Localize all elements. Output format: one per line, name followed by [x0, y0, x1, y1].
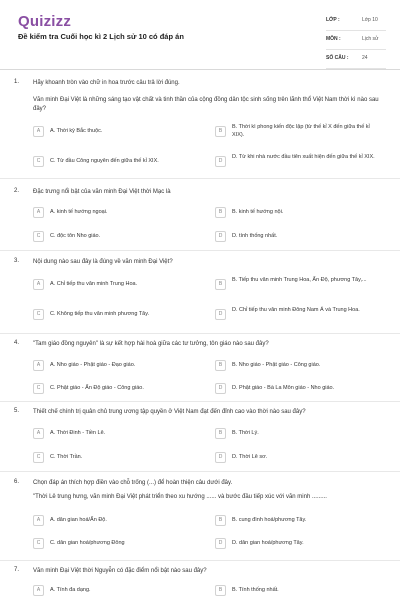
option-text: A. Thời Đinh - Tiền Lê. [50, 430, 106, 436]
option-c[interactable] [33, 151, 199, 175]
question-divider [0, 401, 400, 402]
option-b[interactable] [215, 580, 381, 604]
option-letter: B [215, 428, 226, 439]
option-text: C. Thời Trần. [50, 454, 83, 460]
option-letter: A [33, 428, 44, 439]
option-letter: D [215, 231, 226, 242]
option-text: A. kinh tế hướng ngoại. [50, 209, 108, 215]
option-text: B. Tiếp thu văn minh Trung Hoa, Ấn Độ, phương Tây,... [232, 277, 367, 283]
meta-subject-value: Lịch sử [362, 36, 379, 42]
option-letter: D [215, 452, 226, 463]
option-b[interactable] [215, 274, 381, 298]
page-header [0, 0, 400, 72]
meta-count-label: SỐ CÂU : [326, 55, 349, 61]
meta-count-row [326, 53, 386, 69]
question-text: Đặc trưng nổi bật của văn minh Đại Việt thời Mạc là [33, 189, 171, 195]
option-letter: B [215, 279, 226, 290]
option-text: C. dân gian hoá/phương Đông [50, 540, 125, 546]
option-text: B. cung đình hoá/phương Tây. [232, 517, 307, 523]
option-letter: B [215, 207, 226, 218]
option-letter: D [215, 309, 226, 320]
option-text: B. Tính thống nhất. [232, 587, 279, 593]
option-b[interactable] [215, 202, 381, 226]
option-d[interactable] [215, 304, 381, 328]
option-text: B. Nho giáo - Phật giáo - Công giáo. [232, 362, 321, 368]
option-d[interactable] [215, 226, 381, 250]
option-letter: C [33, 452, 44, 463]
question-number: 1. [14, 79, 20, 85]
option-letter: A [33, 585, 44, 596]
option-d[interactable] [215, 447, 381, 471]
option-letter: A [33, 126, 44, 137]
option-text: B. Thời Lý. [232, 430, 259, 436]
option-text: A. dân gian hoá/Ấn Độ. [50, 517, 107, 523]
option-a[interactable] [33, 580, 199, 604]
option-text: B. kinh tế hướng nội. [232, 209, 284, 215]
question-text: Nội dung nào sau đây là đúng về văn minh Đại Việt? [33, 259, 173, 265]
option-letter: A [33, 360, 44, 371]
question-number: 3. [14, 258, 20, 264]
question-text: "Tam giáo đồng nguyên" là sự kết hợp hài hoà giữa các tư tưởng, tôn giáo nào sau đây? [33, 341, 269, 347]
option-b[interactable] [215, 510, 381, 534]
option-letter: B [215, 126, 226, 137]
option-a[interactable] [33, 423, 199, 447]
option-a[interactable] [33, 510, 199, 534]
option-b[interactable] [215, 355, 381, 379]
option-c[interactable] [33, 447, 199, 471]
question-text: Thiết chế chính trị quân chủ trung ương tập quyền ở Việt Nam đạt đến đỉnh cao vào thời nào sau đây? [33, 409, 306, 415]
question-subtext: "Thời Lê trung hưng, văn minh Đại Việt phát triển theo xu hướng ...... và bước đầu tiếp xúc với văn minh ......... [33, 494, 327, 500]
option-letter: D [215, 383, 226, 394]
option-letter: C [33, 383, 44, 394]
option-letter: A [33, 515, 44, 526]
option-a[interactable] [33, 121, 199, 145]
question-number: 7. [14, 567, 20, 573]
option-letter: C [33, 231, 44, 242]
question-divider [0, 471, 400, 472]
meta-class-label: LỚP : [326, 17, 340, 23]
meta-subject-label: MÔN : [326, 36, 341, 42]
option-c[interactable] [33, 533, 199, 557]
option-letter: B [215, 515, 226, 526]
option-a[interactable] [33, 274, 199, 298]
option-d[interactable] [215, 151, 381, 175]
option-text: A. Thời kỳ Bắc thuộc. [50, 128, 103, 134]
option-text: D. Chỉ tiếp thu văn minh Đông Nam Á và Trung Hoa. [232, 307, 360, 313]
header-divider [0, 69, 400, 70]
question-number: 5. [14, 408, 20, 414]
option-d[interactable] [215, 378, 381, 402]
option-text: B. Thời kì phong kiến độc lập (từ thế kỉ X đến giữa thế kỉ XIX). [232, 124, 370, 138]
option-text: C. Từ đầu Công nguyên đến giữa thế kỉ XIX. [50, 158, 159, 164]
option-b[interactable] [215, 423, 381, 447]
option-text: D. Phật giáo - Bà La Môn giáo - Nho giáo. [232, 385, 335, 391]
meta-class-value: Lớp 10 [362, 17, 378, 23]
page-title: Đề kiểm tra Cuối học kì 2 Lịch sử 10 có đáp án [18, 32, 184, 41]
option-text: C. Không tiếp thu văn minh phương Tây. [50, 311, 150, 317]
quizizz-logo: Quizizz [18, 13, 72, 30]
option-letter: B [215, 360, 226, 371]
option-letter: C [33, 309, 44, 320]
option-b[interactable] [215, 121, 381, 145]
question-number: 6. [14, 479, 20, 485]
option-c[interactable] [33, 378, 199, 402]
option-text: D. Từ khi nhà nước đầu tiên xuất hiện đến giữa thế kỉ XIX. [232, 154, 375, 160]
question-text: Văn minh Đại Việt thời Nguyễn có đặc điểm nổi bật nào sau đây? [33, 568, 207, 574]
option-text: D. Thời Lê sơ. [232, 454, 268, 460]
question-number: 4. [14, 340, 20, 346]
option-text: D. dân gian hoá/phương Tây. [232, 540, 304, 546]
meta-count-value: 24 [362, 55, 368, 61]
option-d[interactable] [215, 533, 381, 557]
option-letter: D [215, 156, 226, 167]
question-subtext: Văn minh Đại Việt là những sáng tạo vật chất và tinh thần của cộng đồng dân tộc sinh sống trên lãnh thổ Việt Nam thời kì nào sau đây? [33, 97, 379, 112]
meta-subject-row [326, 34, 386, 50]
question-text: Hãy khoanh tròn vào chữ in hoa trước câu trả lời đúng. [33, 80, 180, 86]
option-letter: A [33, 207, 44, 218]
option-letter: D [215, 538, 226, 549]
question-divider [0, 250, 400, 251]
question-text: Chọn đáp án thích hợp điền vào chỗ trống (...) để hoàn thiện câu dưới đây. [33, 480, 233, 486]
question-number: 2. [14, 188, 20, 194]
question-divider [0, 178, 400, 179]
meta-class-row [326, 15, 386, 31]
question-divider [0, 333, 400, 334]
option-letter: B [215, 585, 226, 596]
option-c[interactable] [33, 304, 199, 328]
option-letter: C [33, 156, 44, 167]
option-text: C. độc tôn Nho giáo. [50, 233, 101, 239]
option-text: C. Phật giáo - Ấn Độ giáo - Công giáo. [50, 385, 144, 391]
option-text: D. tính thống nhất. [232, 233, 278, 239]
option-a[interactable] [33, 355, 199, 379]
meta-panel [326, 15, 386, 72]
option-text: A. Tính đa dạng. [50, 587, 91, 593]
option-letter: A [33, 279, 44, 290]
option-text: A. Nho giáo - Phật giáo - Đạo giáo. [50, 362, 136, 368]
option-letter: C [33, 538, 44, 549]
option-a[interactable] [33, 202, 199, 226]
question-divider [0, 560, 400, 561]
option-text: A. Chỉ tiếp thu văn minh Trung Hoa. [50, 281, 138, 287]
option-c[interactable] [33, 226, 199, 250]
